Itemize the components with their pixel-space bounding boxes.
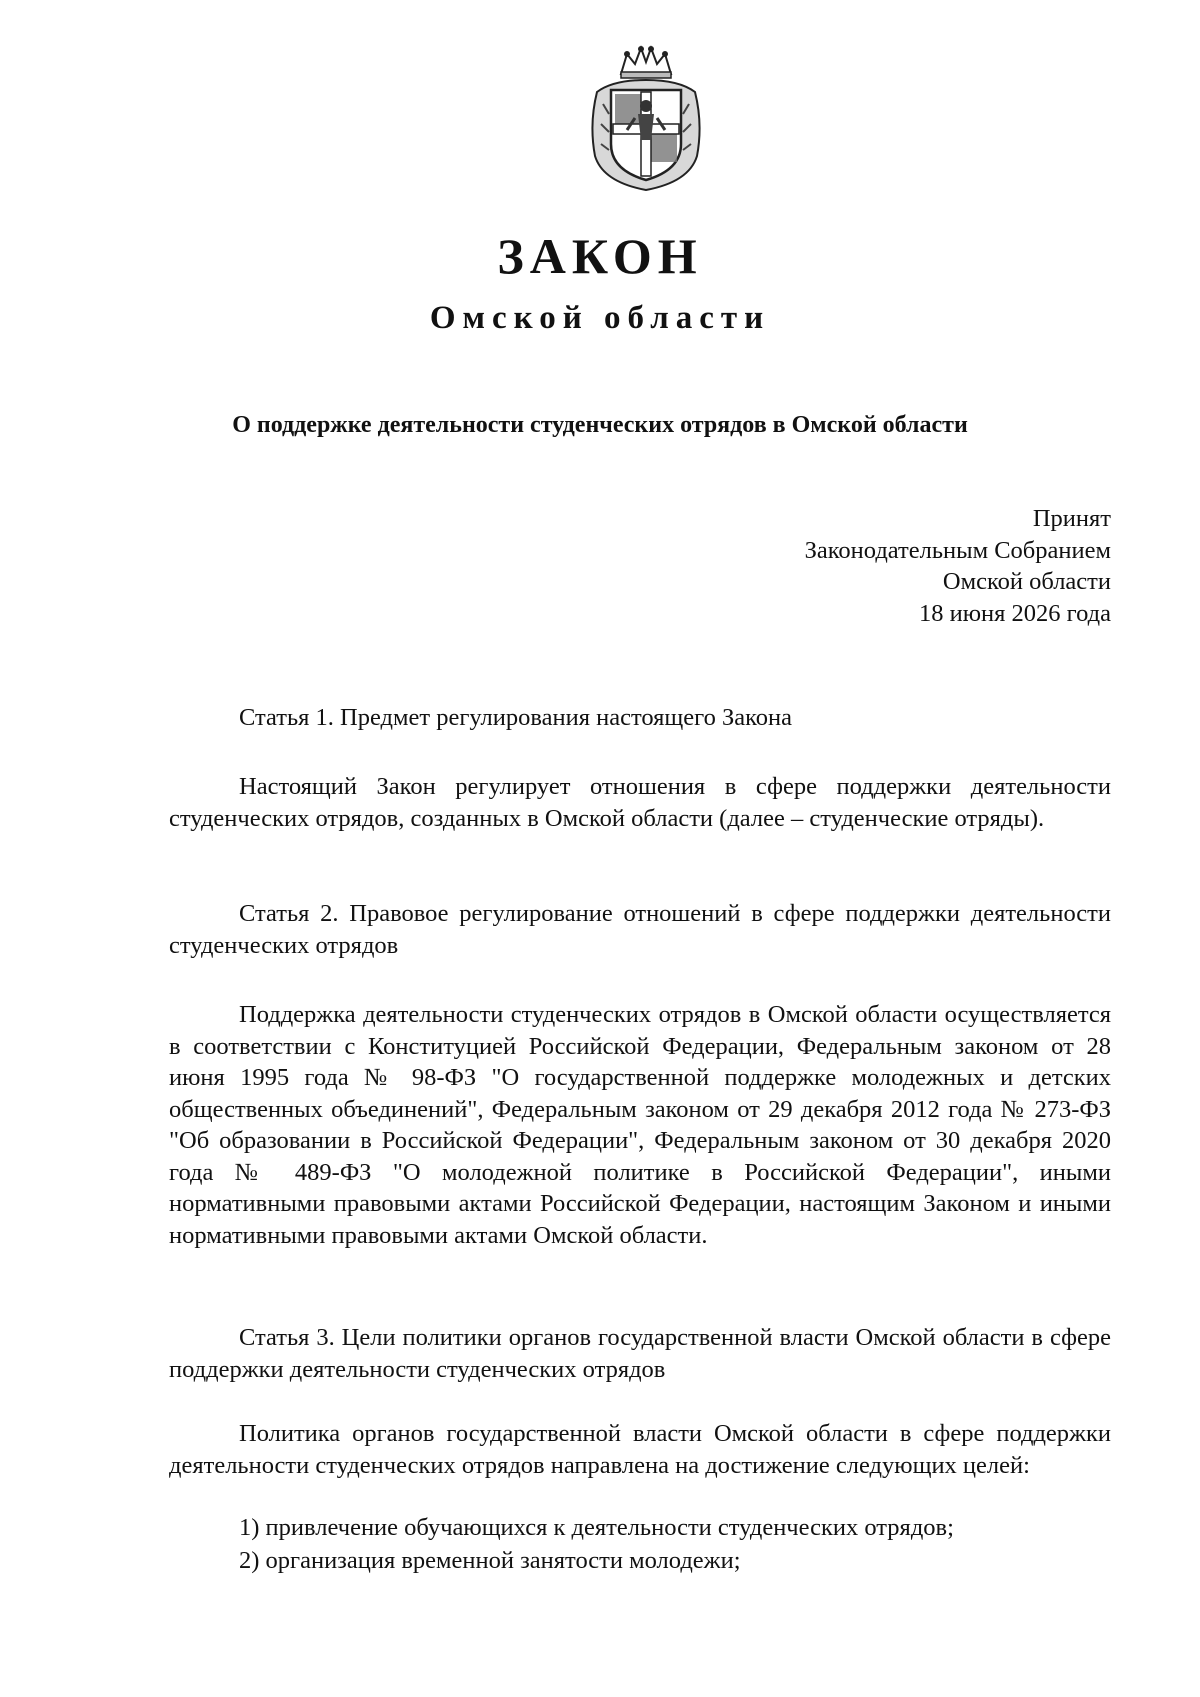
article-3-title: Статья 3. Цели политики органов государственной власти Омской области в сфере поддержки деятельности студенческих отрядов	[169, 1324, 1111, 1383]
article-1-title: Статья 1. Предмет регулирования настоящего Закона	[239, 704, 793, 731]
document-subtitle: Омской области	[429, 300, 771, 336]
adoption-line: Омской области	[942, 568, 1111, 595]
law-title: О поддержке деятельности студенческих отрядов в Омской области	[232, 412, 968, 438]
adoption-date: 18 июня 2026 года	[919, 599, 1111, 627]
article-1-text: Настоящий Закон регулирует отношения в сфере поддержки деятельности студенческих отрядов, созданных в Омской области (далее – студенческие отряды).	[169, 773, 1111, 832]
article-3-list-item: 2) организация временной занятости молодежи;	[239, 1547, 741, 1574]
article-3-list-item: 1) привлечение обучающихся к деятельности студенческих отрядов;	[239, 1514, 954, 1541]
adoption-line: Законодательным Собранием	[804, 536, 1111, 564]
adoption-line: Принят	[1032, 505, 1111, 532]
document-title: ЗАКОН	[497, 228, 703, 284]
omsk-region-coat-of-arms-icon	[583, 44, 709, 194]
adoption-block	[805, 503, 1111, 629]
article-2-text: Поддержка деятельности студенческих отрядов в Омской области осуществляется в соответствии с Конституцией Российской Федерации, Федеральным законом от 28 июня 1995 года № 98-ФЗ "О государственной поддержке молодежных и детских общественных объединений", Федеральным законом от 29 декабря 2012 года № 273-ФЗ "Об образовании в Российской Федерации", Федеральным законом от 30 декабря 2020 года № 489-ФЗ "О молодежной политике в Российской Федерации", иными нормативными правовыми актами Российской Федерации, настоящим Законом и иными нормативными правовыми актами Омской области.	[169, 1001, 1111, 1249]
article-3-text: Политика органов государственной власти Омской области в сфере поддержки деятельности студенческих отрядов направлена на достижение следующих целей:	[169, 1420, 1111, 1479]
article-2-title: Статья 2. Правовое регулирование отношений в сфере поддержки деятельности студенческих отрядов	[169, 900, 1111, 959]
